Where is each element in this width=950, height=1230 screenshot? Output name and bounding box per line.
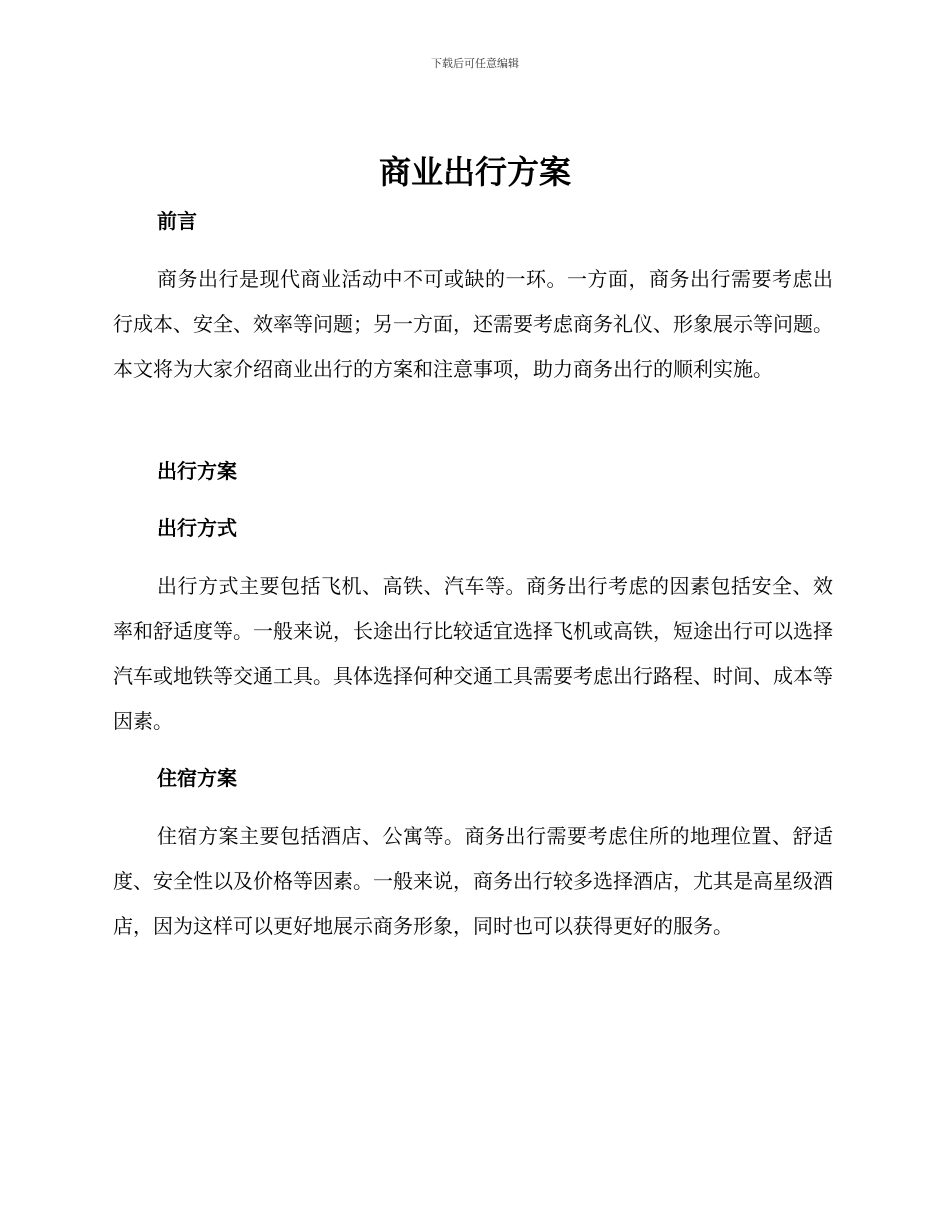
heading-travel-mode: 出行方式: [157, 516, 237, 540]
document-title: 商业出行方案: [378, 153, 571, 191]
header-note: 下载后可任意编辑: [431, 57, 519, 70]
heading-preface: 前言: [157, 209, 197, 233]
heading-accommodation: 住宿方案: [157, 766, 237, 790]
paragraph-preface: 商务出行是现代商业活动中不可或缺的一环。一方面，商务出行需要考虑出行成本、安全、效率等问题；另一方面，还需要考虑商务礼仪、形象展示等问题。本文将为大家介绍商业出行的方案和注意事项，助力商务出行的顺利实施。: [113, 267, 833, 381]
heading-travel-plan: 出行方案: [157, 459, 237, 483]
paragraph-travel-mode: 出行方式主要包括飞机、高铁、汽车等。商务出行考虑的因素包括安全、效率和舒适度等。一般来说，长途出行比较适宜选择飞机或高铁，短途出行可以选择汽车或地铁等交通工具。具体选择何种交通工具需要考虑出行路程、时间、成本等因素。: [113, 574, 833, 733]
paragraph-accommodation: 住宿方案主要包括酒店、公寓等。商务出行需要考虑住所的地理位置、舒适度、安全性以及价格等因素。一般来说，商务出行较多选择酒店，尤其是高星级酒店，因为这样可以更好地展示商务形象，同时也可以获得更好的服务。: [113, 824, 833, 938]
